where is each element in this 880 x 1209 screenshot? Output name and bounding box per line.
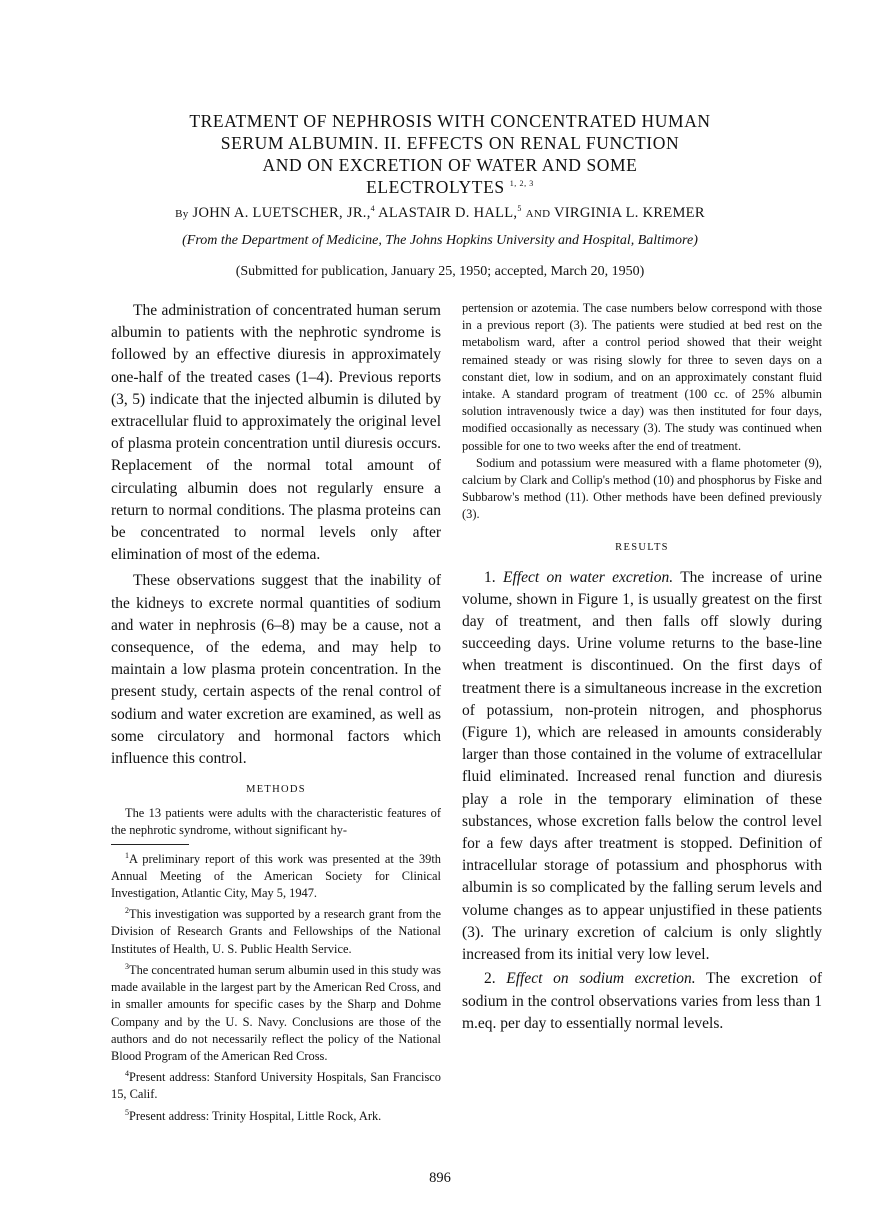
submission-dates: (Submitted for publication, January 25, 1950; accepted, March 20, 1950) [235, 264, 645, 279]
author-line [100, 205, 780, 222]
footnote-mark: 2 [125, 906, 129, 916]
title-line [150, 176, 750, 198]
footnote-text: Present address: Trinity Hospital, Little Rock, Ark. [129, 1108, 382, 1123]
footnote-text: Present address: Stanford University Hospitals, San Francisco 15, Calif. [111, 1070, 441, 1102]
page-number: 896 [429, 1170, 451, 1186]
title-line: TREATMENT OF NEPHROSIS WITH CONCENTRATED HUMAN [189, 111, 711, 131]
footnote-mark: 1 [125, 850, 129, 860]
title-footnote-marks: 1, 2, 3 [509, 179, 534, 189]
results-paragraph [462, 567, 822, 967]
title-line-end: ELECTROLYTES [366, 177, 505, 197]
footnote-text: This investigation was supported by a research grant from the Division of Research Grants and Fellowships of the National Institutes of Health, U. S. Public Health Service. [111, 907, 441, 956]
footnote [111, 1069, 441, 1103]
footnote-text: A preliminary report of this work was presented at the 39th Annual Meeting of the American Society for Clinical Investigation, Atlantic City, May 5, 1947. [111, 851, 441, 901]
author-name: JOHN A. LUETSCHER, JR., [192, 205, 371, 221]
affiliation: (From the Department of Medicine, The Johns Hopkins University and Hospital, Baltimore) [182, 233, 698, 248]
results-item-number: 2. [484, 970, 507, 988]
intro-paragraph: These observations suggest that the inability of the kidneys to excrete normal quantities of sodium and water in nephrosis (6–8) may be a cause, not a consequence, of the edema, and may help to maintain a low plasma protein concentration. In the present study, certain aspects of the renal control of sodium and water excretion are examined, as well as some circulatory and hormonal factors which influence this control. [111, 572, 441, 768]
footnote [111, 851, 441, 903]
title-line: SERUM ALBUMIN. II. EFFECTS ON RENAL FUNCTION [220, 133, 680, 153]
methods-heading: METHODS [246, 784, 306, 796]
footnote [111, 1108, 441, 1125]
footnote-mark: 4 [125, 1068, 129, 1078]
by-label: By [175, 208, 189, 220]
results-item-title: Effect on sodium excretion. [506, 970, 696, 988]
results-item-text: The increase of urine volume, shown in Figure 1, is usually greatest on the first day of treatment, and then falls off slowly during succeeding days. Urine volume returns to the base-line when treatment is discontinued. On the first days of treatment there is a simultaneous increase in the excretion of potassium, non-protein nitrogen, and phosphorus (Figure 1), which are released in amounts considerably larger than those contained in the volume of extracellular fluid eliminated. Increased renal function and diuresis play a role in the temporary elimination of these substances, whose excretion falls below the control level for a few days after treatment is stopped. Definition of intracellular storage of potassium and phosphorus with albumin is so complicated by the falling serum levels and volume changes as to appear unjustified in these patients (3). The urinary excretion of calcium is only slightly increased from its initial very low level. [462, 568, 822, 964]
methods-paragraph: The 13 patients were adults with the characteristic features of the nephrotic syndrome, without significant hy- [111, 806, 441, 838]
and-label: AND [525, 208, 551, 220]
intro-paragraph: The administration of concentrated human serum albumin to patients with the nephrotic syndrome is followed by an effective diuresis in approximately one-half of the treated cases (1–4). Previous reports (3, 5) indicate that the injected albumin is diluted by extracellular fluid to approximately the original level of plasma protein concentration until diuresis occurs. Replacement of the normal total amount of circulating albumin does not regularly ensure a return to normal conditions. The plasma proteins can be concentrated to normal levels only after elimination of most of the edema. [111, 302, 441, 564]
author-name: ALASTAIR D. HALL, [378, 205, 518, 221]
left-column [111, 300, 441, 1129]
footnote-mark: 5 [125, 1107, 129, 1117]
author-name: VIRGINIA L. KREMER [554, 205, 705, 221]
author-footnote-mark: 5 [517, 204, 522, 214]
footnote [111, 906, 441, 958]
footnote-text: The concentrated human serum albumin used in this study was made available in the largest part by the American Red Cross, and in smaller amounts for specific cases by the Sharp and Dohme Company and by the U. S. Navy. Conclusions are those of the authors and do not necessarily reflect the policy of the National Blood Program of the American Red Cross. [111, 962, 441, 1063]
methods-paragraph: Sodium and potassium were measured with a flame photometer (9), calcium by Clark and Collip's method (10) and phosphorus by Fiske and Subbarow's method (11). Other methods have been defined previously (3). [462, 455, 822, 522]
footnote-mark: 3 [125, 961, 129, 971]
results-item-title: Effect on water excretion. [503, 568, 674, 586]
author-footnote-mark: 4 [370, 204, 375, 214]
article-title [150, 110, 750, 198]
title-line: AND ON EXCRETION OF WATER AND SOME [262, 155, 638, 175]
footnote [111, 962, 441, 1065]
results-item-number: 1. [484, 568, 504, 586]
right-column [462, 300, 822, 1035]
methods-paragraph-continued: pertension or azotemia. The case numbers below correspond with those in a previous report (3). The patients were studied at bed rest on the metabolism ward, after a control period showed that their weight remained steady or was rising slowly for three to seven days on a constant diet, low in sodium, and on an approximately constant fluid intake. A standard program of treatment (100 cc. of 25% albumin solution intravenously twice a day) was then instituted for four days, modified occasionally as necessary (3). The study was continued when possible for one to two weeks after the end of treatment. [462, 301, 822, 453]
footnotes [111, 851, 441, 1125]
results-item-text: The excretion of sodium in the control observations varies from less than 1 m.eq. per day to essentially normal levels. [462, 970, 822, 1032]
results-paragraph [462, 968, 822, 1035]
results-heading: RESULTS [615, 541, 669, 553]
footnote-divider [111, 844, 189, 845]
